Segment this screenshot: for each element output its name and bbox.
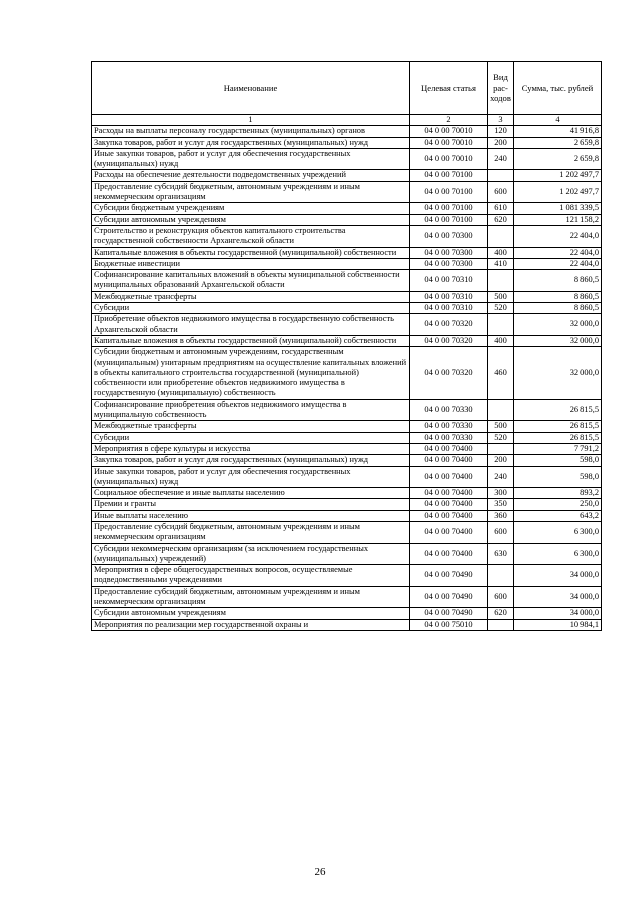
column-number: 2 xyxy=(410,115,488,126)
row-target-article: 04 0 00 70330 xyxy=(410,399,488,421)
row-expense-type: 520 xyxy=(488,432,514,443)
row-expense-type: 240 xyxy=(488,148,514,170)
row-target-article: 04 0 00 70400 xyxy=(410,543,488,565)
table-row xyxy=(92,466,602,488)
row-name: Иные закупки товаров, работ и услуг для обеспечения государственных (муниципальных) нужд xyxy=(92,148,410,170)
row-expense-type: 610 xyxy=(488,203,514,214)
row-expense-type: 200 xyxy=(488,455,514,466)
row-expense-type: 620 xyxy=(488,214,514,225)
row-amount: 1 202 497,7 xyxy=(514,170,602,181)
row-name: Предоставление субсидий бюджетным, автономным учреждениям и иным некоммерческим организациям xyxy=(92,586,410,608)
row-target-article: 04 0 00 70400 xyxy=(410,443,488,454)
row-name: Софинансирование капитальных вложений в объекты муниципальной собственности муниципальных образований Архангельской области xyxy=(92,270,410,292)
row-target-article: 04 0 00 70100 xyxy=(410,170,488,181)
row-amount: 893,2 xyxy=(514,488,602,499)
header-target-article: Целевая статья xyxy=(410,62,488,115)
table-row xyxy=(92,586,602,608)
table-row xyxy=(92,608,602,619)
row-name: Межбюджетные трансферты xyxy=(92,291,410,302)
row-expense-type xyxy=(488,565,514,587)
row-expense-type: 200 xyxy=(488,137,514,148)
row-expense-type xyxy=(488,443,514,454)
row-name: Капитальные вложения в объекты государственной (муниципальной) собственности xyxy=(92,247,410,258)
row-amount: 250,0 xyxy=(514,499,602,510)
row-target-article: 04 0 00 70330 xyxy=(410,421,488,432)
row-expense-type xyxy=(488,225,514,247)
table-row xyxy=(92,303,602,314)
row-amount: 32 000,0 xyxy=(514,347,602,399)
row-name: Премии и гранты xyxy=(92,499,410,510)
table-row xyxy=(92,291,602,302)
row-name: Бюджетные инвестиции xyxy=(92,258,410,269)
table-body xyxy=(92,126,602,631)
row-name: Социальное обеспечение и иные выплаты населению xyxy=(92,488,410,499)
row-target-article: 04 0 00 70400 xyxy=(410,510,488,521)
row-amount: 32 000,0 xyxy=(514,335,602,346)
row-name: Закупка товаров, работ и услуг для государственных (муниципальных) нужд xyxy=(92,137,410,148)
table-row xyxy=(92,543,602,565)
row-amount: 22 404,0 xyxy=(514,225,602,247)
row-name: Субсидии бюджетным учреждениям xyxy=(92,203,410,214)
table-row xyxy=(92,270,602,292)
row-expense-type: 120 xyxy=(488,126,514,137)
row-expense-type xyxy=(488,270,514,292)
row-target-article: 04 0 00 70310 xyxy=(410,270,488,292)
row-name: Приобретение объектов недвижимого имущества в государственную собственность Архангельской области xyxy=(92,314,410,336)
page-number: 26 xyxy=(314,866,326,878)
table-row xyxy=(92,170,602,181)
row-target-article: 04 0 00 70010 xyxy=(410,137,488,148)
row-target-article: 04 0 00 75010 xyxy=(410,619,488,630)
row-amount: 26 815,5 xyxy=(514,432,602,443)
row-expense-type xyxy=(488,399,514,421)
row-name: Предоставление субсидий бюджетным, автономным учреждениям и иным некоммерческим организациям xyxy=(92,521,410,543)
column-number: 4 xyxy=(514,115,602,126)
table-row xyxy=(92,619,602,630)
table-row xyxy=(92,443,602,454)
table-row xyxy=(92,335,602,346)
row-amount: 34 000,0 xyxy=(514,565,602,587)
row-target-article: 04 0 00 70300 xyxy=(410,225,488,247)
row-amount: 2 659,8 xyxy=(514,148,602,170)
row-amount: 1 202 497,7 xyxy=(514,181,602,203)
row-expense-type xyxy=(488,170,514,181)
row-name: Мероприятия в сфере культуры и искусства xyxy=(92,443,410,454)
row-name: Расходы на обеспечение деятельности подведомственных учреждений xyxy=(92,170,410,181)
row-expense-type: 460 xyxy=(488,347,514,399)
row-name: Субсидии бюджетным и автономным учреждениям, государственным (муниципальным) унитарным предприятиям на осуществление капитальных вложений в объекты капитального строительства государственной (муниципальной) собственности или приобретение объектов недвижимого имущества в государственную (муниципальную) собственность xyxy=(92,347,410,399)
table-row xyxy=(92,421,602,432)
table-row xyxy=(92,181,602,203)
row-target-article: 04 0 00 70300 xyxy=(410,258,488,269)
row-amount: 7 791,2 xyxy=(514,443,602,454)
row-name: Расходы на выплаты персоналу государственных (муниципальных) органов xyxy=(92,126,410,137)
table-row xyxy=(92,510,602,521)
row-name: Предоставление субсидий бюджетным, автономным учреждениям и иным некоммерческим организациям xyxy=(92,181,410,203)
row-name: Мероприятия по реализации мер государственной охраны и xyxy=(92,619,410,630)
table-row xyxy=(92,247,602,258)
header-amount: Сумма, тыс. рублей xyxy=(514,62,602,115)
row-amount: 121 158,2 xyxy=(514,214,602,225)
row-name: Мероприятия в сфере общегосударственных вопросов, осуществляемые подведомственными учреждениями xyxy=(92,565,410,587)
row-amount: 6 300,0 xyxy=(514,543,602,565)
row-amount: 8 860,5 xyxy=(514,270,602,292)
header-name: Наименование xyxy=(92,62,410,115)
row-expense-type: 400 xyxy=(488,247,514,258)
table-row xyxy=(92,499,602,510)
row-expense-type: 520 xyxy=(488,303,514,314)
column-number-row xyxy=(92,115,602,126)
row-amount: 34 000,0 xyxy=(514,586,602,608)
row-target-article: 04 0 00 70310 xyxy=(410,291,488,302)
row-target-article: 04 0 00 70490 xyxy=(410,608,488,619)
row-name: Иные закупки товаров, работ и услуг для обеспечения государственных (муниципальных) нужд xyxy=(92,466,410,488)
table-row xyxy=(92,488,602,499)
row-target-article: 04 0 00 70300 xyxy=(410,247,488,258)
row-target-article: 04 0 00 70320 xyxy=(410,314,488,336)
row-target-article: 04 0 00 70330 xyxy=(410,432,488,443)
row-expense-type: 240 xyxy=(488,466,514,488)
row-expense-type xyxy=(488,314,514,336)
row-amount: 643,2 xyxy=(514,510,602,521)
row-target-article: 04 0 00 70400 xyxy=(410,455,488,466)
row-name: Субсидии xyxy=(92,432,410,443)
row-amount: 598,0 xyxy=(514,466,602,488)
row-name: Субсидии некоммерческим организациям (за исключением государственных (муниципальных) учреждений) xyxy=(92,543,410,565)
row-name: Капитальные вложения в объекты государственной (муниципальной) собственности xyxy=(92,335,410,346)
row-amount: 8 860,5 xyxy=(514,291,602,302)
row-amount: 26 815,5 xyxy=(514,399,602,421)
row-name: Закупка товаров, работ и услуг для государственных (муниципальных) нужд xyxy=(92,455,410,466)
table-row xyxy=(92,565,602,587)
row-target-article: 04 0 00 70400 xyxy=(410,488,488,499)
table-row xyxy=(92,455,602,466)
table-row xyxy=(92,258,602,269)
row-expense-type: 600 xyxy=(488,586,514,608)
row-amount: 22 404,0 xyxy=(514,247,602,258)
row-name: Межбюджетные трансферты xyxy=(92,421,410,432)
row-amount: 6 300,0 xyxy=(514,521,602,543)
row-target-article: 04 0 00 70490 xyxy=(410,565,488,587)
row-amount: 2 659,8 xyxy=(514,137,602,148)
table-row xyxy=(92,214,602,225)
row-name: Субсидии автономным учреждениям xyxy=(92,608,410,619)
row-name: Иные выплаты населению xyxy=(92,510,410,521)
row-amount: 10 984,1 xyxy=(514,619,602,630)
row-expense-type: 630 xyxy=(488,543,514,565)
table-row xyxy=(92,432,602,443)
table-header-row xyxy=(92,62,602,115)
row-expense-type: 620 xyxy=(488,608,514,619)
row-expense-type: 500 xyxy=(488,291,514,302)
row-amount: 8 860,5 xyxy=(514,303,602,314)
row-name: Строительство и реконструкция объектов капитального строительства государственной собственности Архангельской области xyxy=(92,225,410,247)
row-amount: 32 000,0 xyxy=(514,314,602,336)
table-row xyxy=(92,225,602,247)
row-expense-type: 600 xyxy=(488,181,514,203)
row-expense-type: 360 xyxy=(488,510,514,521)
row-expense-type: 500 xyxy=(488,421,514,432)
row-target-article: 04 0 00 70010 xyxy=(410,126,488,137)
row-expense-type xyxy=(488,619,514,630)
row-name: Субсидии xyxy=(92,303,410,314)
row-amount: 22 404,0 xyxy=(514,258,602,269)
row-amount: 41 916,8 xyxy=(514,126,602,137)
budget-table xyxy=(91,61,602,631)
row-expense-type: 600 xyxy=(488,521,514,543)
row-target-article: 04 0 00 70320 xyxy=(410,347,488,399)
row-target-article: 04 0 00 70400 xyxy=(410,466,488,488)
column-number: 1 xyxy=(92,115,410,126)
column-number: 3 xyxy=(488,115,514,126)
row-target-article: 04 0 00 70100 xyxy=(410,214,488,225)
row-name: Софинансирование приобретения объектов недвижимого имущества в муниципальную собственность xyxy=(92,399,410,421)
table-row xyxy=(92,137,602,148)
row-target-article: 04 0 00 70100 xyxy=(410,181,488,203)
table-row xyxy=(92,203,602,214)
row-target-article: 04 0 00 70490 xyxy=(410,586,488,608)
table-row xyxy=(92,148,602,170)
table-row xyxy=(92,399,602,421)
row-expense-type: 410 xyxy=(488,258,514,269)
row-target-article: 04 0 00 70320 xyxy=(410,335,488,346)
row-amount: 1 081 339,5 xyxy=(514,203,602,214)
row-target-article: 04 0 00 70100 xyxy=(410,203,488,214)
header-expense-type: Вид рас-ходов xyxy=(488,62,514,115)
row-expense-type: 350 xyxy=(488,499,514,510)
table-row xyxy=(92,314,602,336)
row-expense-type: 400 xyxy=(488,335,514,346)
row-target-article: 04 0 00 70400 xyxy=(410,521,488,543)
row-target-article: 04 0 00 70010 xyxy=(410,148,488,170)
table-row xyxy=(92,126,602,137)
row-amount: 598,0 xyxy=(514,455,602,466)
table-row xyxy=(92,521,602,543)
row-amount: 34 000,0 xyxy=(514,608,602,619)
row-name: Субсидии автономным учреждениям xyxy=(92,214,410,225)
row-target-article: 04 0 00 70400 xyxy=(410,499,488,510)
row-expense-type: 300 xyxy=(488,488,514,499)
row-target-article: 04 0 00 70310 xyxy=(410,303,488,314)
table-row xyxy=(92,347,602,399)
row-amount: 26 815,5 xyxy=(514,421,602,432)
